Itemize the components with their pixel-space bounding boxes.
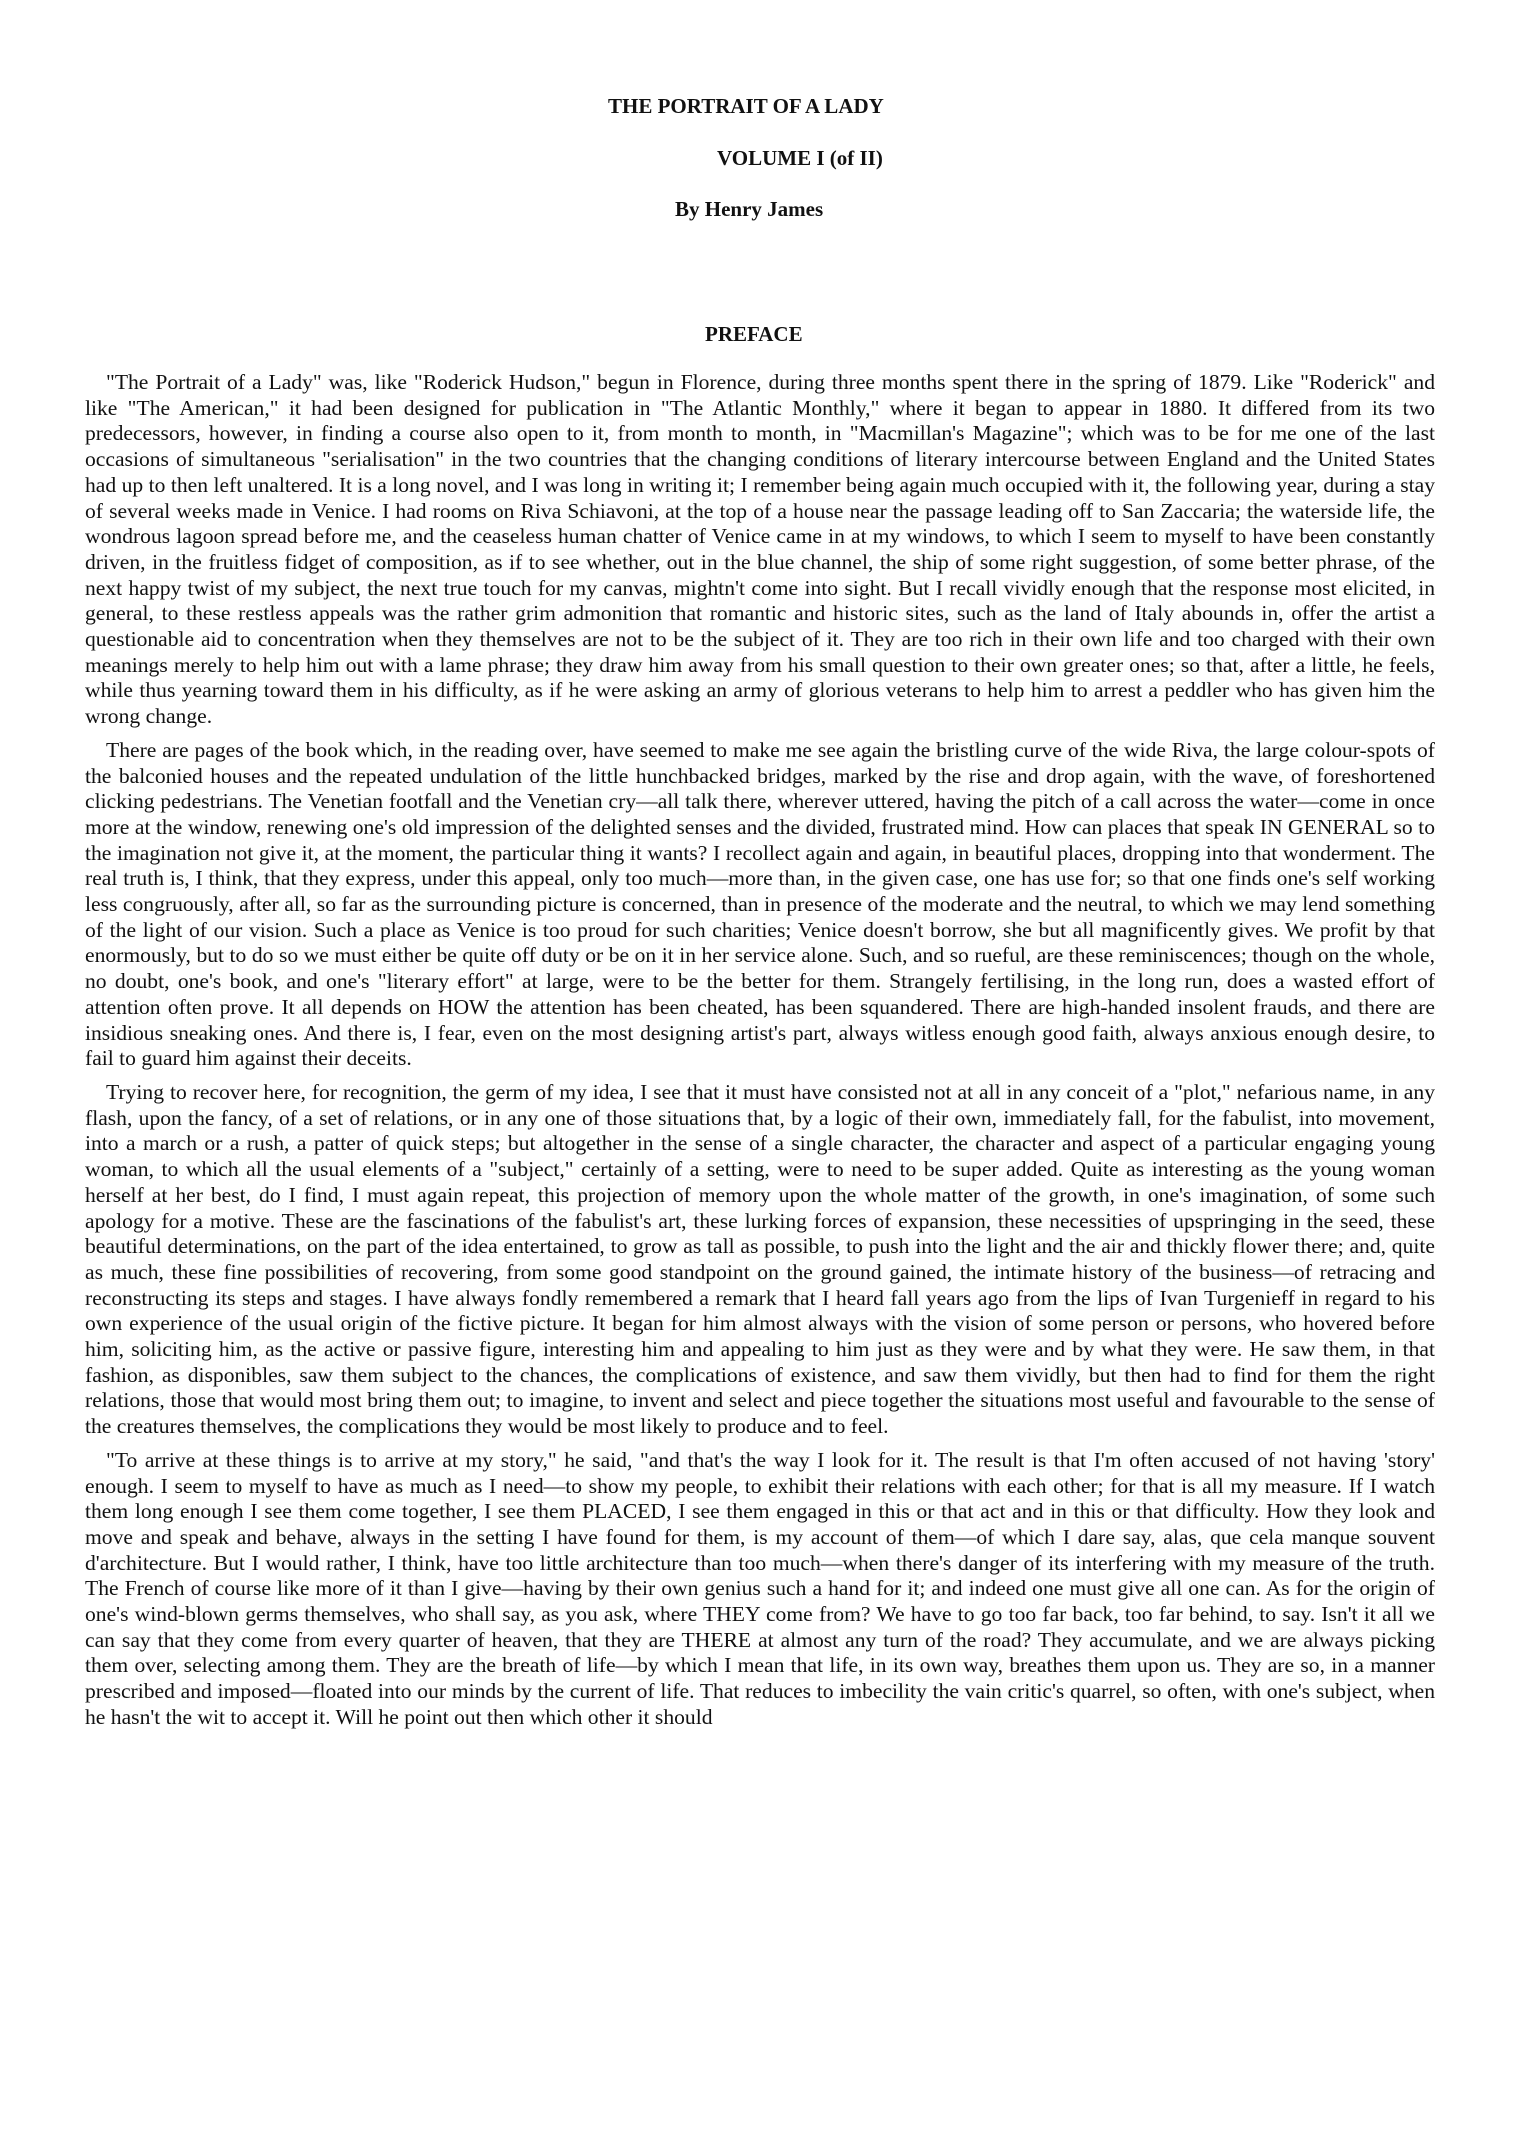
book-title: THE PORTRAIT OF A LADY [608,94,884,118]
section-heading: PREFACE [705,322,803,346]
paragraph: "The Portrait of a Lady" was, like "Roderick Hudson," begun in Florence, during three months spent there in the spring of 1879. Like "Roderick" and like "The American," it had been designed for publication in "The Atlantic Monthly," where it began to appear in 1880. It differed from its two predecessors, however, in finding a course also open to it, from month to month, in "Macmillan's Magazine"; which was to be for me one of the last occasions of simultaneous "serialisation" in the two countries that the changing conditions of literary intercourse between England and the United States had up to then left unaltered. It is a long novel, and I was long in writing it; I remember being again much occupied with it, the following year, during a stay of several weeks made in Venice. I had rooms on Riva Schiavoni, at the top of a house near the passage leading off to San Zaccaria; the waterside life, the wondrous lagoon spread before me, and the ceaseless human chatter of Venice came in at my windows, to which I seem to myself to have been constantly driven, in the fruitless fidget of composition, as if to see whether, out in the blue channel, the ship of some right suggestion, of some better phrase, of the next happy twist of my subject, the next true touch for my canvas, mightn't come into sight. But I recall vividly enough that the response most elicited, in general, to these restless appeals was the rather grim admonition that romantic and historic sites, such as the land of Italy abounds in, offer the artist a questionable aid to concentration when they themselves are not to be the subject of it. They are too rich in their own life and too charged with their own meanings merely to help him out with a lame phrase; they draw him away from his small question to their own greater ones; so that, after a little, he feels, while thus yearning toward them in his difficulty, as if he were asking an army of glorious veterans to help him to arrest a peddler who has given him the wrong change. [85,370,1435,729]
paragraph: There are pages of the book which, in the reading over, have seemed to make me see again the bristling curve of the wide Riva, the large colour-spots of the balconied houses and the repeated undulation of the little hunchbacked bridges, marked by the rise and drop again, with the wave, of foreshortened clicking pedestrians. The Venetian footfall and the Venetian cry—all talk there, wherever uttered, having the pitch of a call across the water—come in once more at the window, renewing one's old impression of the delighted senses and the divided, frustrated mind. How can places that speak IN GENERAL so to the imagination not give it, at the moment, the particular thing it wants? I recollect again and again, in beautiful places, dropping into that wonderment. The real truth is, I think, that they express, under this appeal, only too much—more than, in the given case, one has use for; so that one finds one's self working less congruously, after all, so far as the surrounding picture is concerned, than in presence of the moderate and the neutral, to which we may lend something of the light of our vision. Such a place as Venice is too proud for such charities; Venice doesn't borrow, she but all magnificently gives. We profit by that enormously, but to do so we must either be quite off duty or be on it in her service alone. Such, and so rueful, are these reminiscences; though on the whole, no doubt, one's book, and one's "literary effort" at large, were to be the better for them. Strangely fertilising, in the long run, does a wasted effort of attention often prove. It all depends on HOW the attention has been cheated, has been squandered. There are high-handed insolent frauds, and there are insidious sneaking ones. And there is, I fear, even on the most designing artist's part, always witless enough good faith, always anxious enough desire, to fail to guard him against their deceits. [85,737,1435,1071]
author-line: By Henry James [675,197,824,221]
paragraph: Trying to recover here, for recognition, the germ of my idea, I see that it must have consisted not at all in any conceit of a "plot," nefarious name, in any flash, upon the fancy, of a set of relations, or in any one of those situations that, by a logic of their own, immediately fall, for the fabulist, into movement, into a march or a rush, a patter of quick steps; but altogether in the sense of a single character, the character and aspect of a particular engaging young woman, to which all the usual elements of a "subject," certainly of a setting, were to need to be super added. Quite as interesting as the young woman herself at her best, do I find, I must again repeat, this projection of memory upon the whole matter of the growth, in one's imagination, of some such apology for a motive. These are the fascinations of the fabulist's art, these lurking forces of expansion, these necessities of upspringing in the seed, these beautiful determinations, on the part of the idea entertained, to grow as tall as possible, to push into the light and the air and thickly flower there; and, quite as much, these fine possibilities of recovering, from some good standpoint on the ground gained, the intimate history of the business—of retracing and reconstructing its steps and stages. I have always fondly remembered a remark that I heard fall years ago from the lips of Ivan Turgenieff in regard to his own experience of the usual origin of the fictive picture. It began for him almost always with the vision of some person or persons, who hovered before him, soliciting him, as the active or passive figure, interesting him and appealing to him just as they were and by what they were. He saw them, in that fashion, as disponibles, saw them subject to the chances, the complications of existence, and saw them vividly, but then had to find for them the right relations, those that would most bring them out; to imagine, to invent and select and piece together the situations most useful and favourable to the sense of the creatures themselves, the complications they would be most likely to produce and to feel. [85,1079,1435,1439]
paragraph: "To arrive at these things is to arrive at my story," he said, "and that's the way I look for it. The result is that I'm often accused of not having 'story' enough. I seem to myself to have as much as I need—to show my people, to exhibit their relations with each other; for that is all my measure. If I watch them long enough I see them come together, I see them PLACED, I see them engaged in this or that act and in this or that difficulty. How they look and move and speak and behave, always in the setting I have found for them, is my account of them—of which I dare say, alas, que cela manque souvent d'architecture. But I would rather, I think, have too little architecture than too much—when there's danger of its interfering with my measure of the truth. The French of course like more of it than I give—having by their own genius such a hand for it; and indeed one must give all one can. As for the origin of one's wind-blown germs themselves, who shall say, as you ask, where THEY come from? We have to go too far back, too far behind, to say. Isn't it all we can say that they come from every quarter of heaven, that they are THERE at almost any turn of the road? They accumulate, and we are always picking them over, selecting among them. They are the breath of life—by which I mean that life, in its own way, breathes them upon us. They are so, in a manner prescribed and imposed—floated into our minds by the current of life. That reduces to imbecility the vain critic's quarrel, so often, with one's subject, when he hasn't the wit to accept it. Will he point out then which other it should [85,1447,1435,1729]
volume-label: VOLUME I (of II) [717,146,883,170]
preface-body [85,370,1435,1739]
